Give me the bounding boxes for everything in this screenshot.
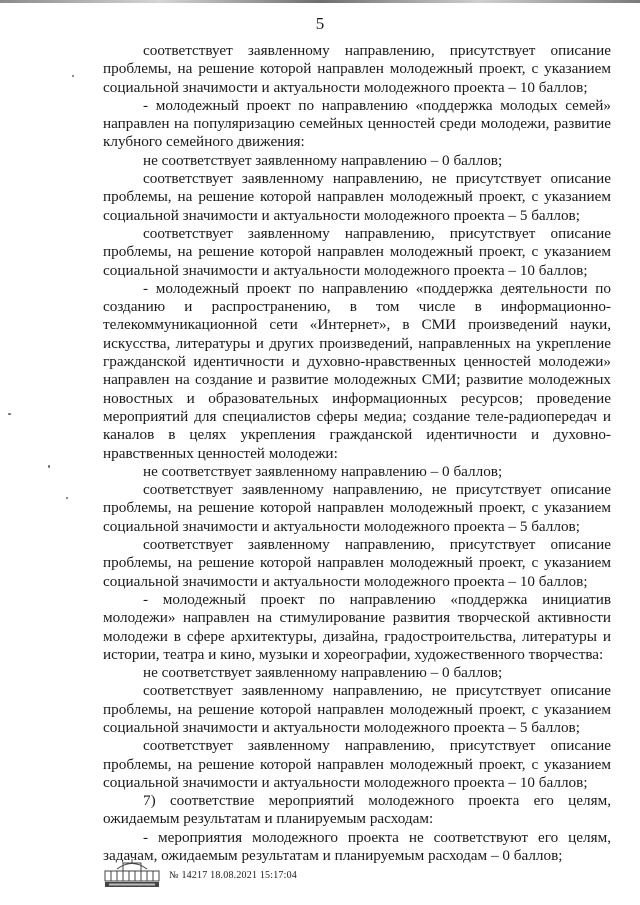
paragraph: соответствует заявленному направлению, не присутствует описание проблемы, на решение которой направлен молодежный проект, с указанием социальной значимости и актуальности молодежного проекта – 5 баллов; <box>103 481 611 535</box>
scan-speck <box>66 497 68 499</box>
document-body <box>103 42 611 865</box>
scan-speck <box>8 413 11 415</box>
document-id: № 14217 18.08.2021 15:17:04 <box>169 870 297 881</box>
paragraph: соответствует заявленному направлению, присутствует описание проблемы, на решение которой направлен молодежный проект, с указанием социальной значимости и актуальности молодежного проекта – 10 баллов; <box>103 737 611 791</box>
scan-speck <box>72 75 74 77</box>
registry-stamp-icon <box>103 857 161 889</box>
paragraph: - молодежный проект по направлению «поддержка инициатив молодежи» направлен на стимулирование развития творческой активности молодежи в сфере архитектуры, дизайна, градостроительства, литературы и истории, театра и кино, музыки и хореографии, художественного творчества: <box>103 590 611 663</box>
paragraph: - молодежный проект по направлению «поддержка деятельности по созданию и распространению, в том числе в информационно-телекоммуникационной сети «Интернет», в СМИ произведений науки, искусства, литературы и других произведений, направленных на укрепление гражданской идентичности и духовно-нравственных ценностей молодежи» направлен на создание и развитие молодежных СМИ; развитие молодежных новостных и образовательных информационных ресурсов; проведение мероприятий для специалистов сферы медиа; создание теле-радиопередач и каналов в целях укрепления гражданской идентичности и духовно-нравственных ценностей молодежи: <box>103 279 611 462</box>
paragraph: не соответствует заявленному направлению – 0 баллов; <box>143 462 503 480</box>
scan-edge <box>0 0 640 3</box>
paragraph: не соответствует заявленному направлению – 0 баллов; <box>143 151 503 169</box>
paragraph: соответствует заявленному направлению, присутствует описание проблемы, на решение которой направлен молодежный проект, с указанием социальной значимости и актуальности молодежного проекта – 10 баллов; <box>103 224 611 279</box>
paragraph: 7) соответствие мероприятий молодежного проекта его целям, ожидаемым результатам и планируемым расходам: <box>103 792 611 828</box>
paragraph: соответствует заявленному направлению, не присутствует описание проблемы, на решение которой направлен молодежный проект, с указанием социальной значимости и актуальности молодежного проекта – 5 баллов; <box>103 170 611 224</box>
paragraph: - мероприятия молодежного проекта не соответствуют его целям, задачам, ожидаемым результатам и планируемым расходам – 0 баллов; <box>103 828 611 865</box>
page-number: 5 <box>315 14 325 33</box>
paragraph: - молодежный проект по направлению «поддержка молодых семей» направлен на популяризацию семейных ценностей среди молодежи, развитие клубного семейного движения: <box>103 96 611 151</box>
paragraph: соответствует заявленному направлению, присутствует описание проблемы, на решение которой направлен молодежный проект, с указанием социальной значимости и актуальности молодежного проекта – 10 баллов; <box>103 42 611 96</box>
paragraph: не соответствует заявленному направлению – 0 баллов; <box>143 664 503 682</box>
paragraph: соответствует заявленному направлению, не присутствует описание проблемы, на решение которой направлен молодежный проект, с указанием социальной значимости и актуальности молодежного проекта – 5 баллов; <box>103 682 611 736</box>
document-footer <box>103 857 523 889</box>
scan-speck <box>48 465 50 468</box>
paragraph: соответствует заявленному направлению, присутствует описание проблемы, на решение которой направлен молодежный проект, с указанием социальной значимости и актуальности молодежного проекта – 10 баллов; <box>103 536 611 590</box>
